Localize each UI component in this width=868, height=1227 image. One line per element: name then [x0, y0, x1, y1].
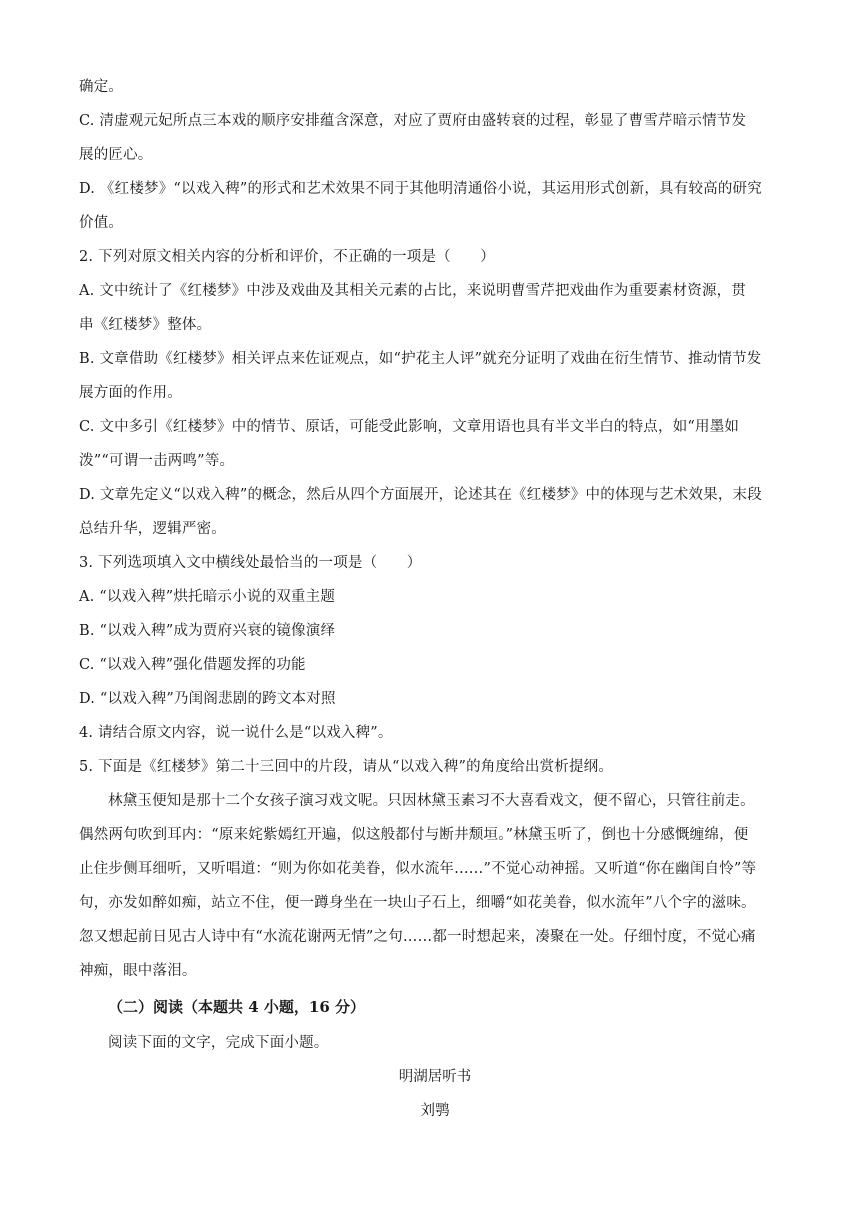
question-2: 2. 下列对原文相关内容的分析和评价，不正确的一项是（ ）	[79, 249, 495, 265]
option-c: C. “以戏入稗”强化借题发挥的功能	[79, 657, 306, 673]
question-5: 5. 下面是《红楼梦》第二十三回中的片段，请从“以戏入稗”的角度给出赏析提纲。	[79, 759, 614, 775]
passage-line: 句，亦发如醉如痴，站立不住，便一蹲身坐在一块山子石上，细嚼“如花美眷，似水流年”八个字的滋味。	[79, 895, 756, 911]
option-c-line: C. 文中多引《红楼梦》中的情节、原话，可能受此影响，文章用语也具有半文半白的特点，如“用墨如	[79, 419, 740, 435]
option-b: B. “以戏入稗”成为贾府兴衰的镜像演绎	[79, 623, 336, 639]
option-d: D. “以戏入稗”乃闺阁悲剧的跨文本对照	[79, 691, 336, 707]
excerpt-passage	[79, 784, 791, 988]
text-line: 展的匠心。	[79, 147, 153, 163]
text-line: 展方面的作用。	[79, 385, 182, 401]
section-heading: （二）阅读（本题共 4 小题，16 分）	[108, 998, 365, 1016]
option-c-line: C. 清虚观元妃所点三本戏的顺序安排蕴含深意，对应了贾府由盛转衰的过程，彰显了曹雪芹暗示情节发	[79, 113, 747, 129]
article-title: 明湖居听书	[398, 1069, 472, 1085]
question-4: 4. 请结合原文内容，说一说什么是“以戏入稗”。	[79, 725, 393, 741]
page-content	[79, 70, 791, 1128]
passage-line: 止住步侧耳细听，又听唱道：“则为你如花美眷，似水流年……”不觉心动神摇。又听道“你在幽闺自怜”等	[79, 861, 757, 877]
option-d-line: D. 《红楼梦》“以戏入稗”的形式和艺术效果不同于其他明清通俗小说，其运用形式创新，具有较高的研究	[79, 181, 762, 197]
option-d-line: D. 文章先定义“以戏入稗”的概念，然后从四个方面展开，论述其在《红楼梦》中的体现与艺术效果，末段	[79, 487, 762, 503]
option-b-line: B. 文章借助《红楼梦》相关评点来佐证观点，如“护花主人评”就充分证明了戏曲在衍生情节、推动情节发	[79, 351, 762, 367]
passage-line: 忽又想起前日见古人诗中有“水流花谢两无情”之句……都一时想起来，凑聚在一处。仔细忖度，不觉心痛	[79, 929, 756, 945]
passage-line: 神痴，眼中落泪。	[79, 963, 197, 979]
passage-line: 林黛玉便知是那十二个女孩子演习戏文呢。只因林黛玉素习不大喜看戏文，便不留心，只管往前走。	[108, 793, 755, 809]
reading-instruction: 阅读下面的文字，完成下面小题。	[108, 1035, 329, 1051]
text-line: 价值。	[79, 215, 124, 231]
text-line: 总结升华，逻辑严密。	[79, 521, 226, 537]
text-line: 确定。	[79, 79, 124, 95]
option-a: A. “以戏入稗”烘托暗示小说的双重主题	[79, 589, 336, 605]
question-3: 3. 下列选项填入文中横线处最恰当的一项是（ ）	[79, 555, 422, 571]
passage-line: 偶然两句吹到耳内：“原来姹紫嫣红开遍，似这般都付与断井颓垣。”林黛玉听了，倒也十分感慨缠绵，便	[79, 827, 749, 843]
option-a-line: A. 文中统计了《红楼梦》中涉及戏曲及其相关元素的占比，来说明曹雪芹把戏曲作为重要素材资源，贯	[79, 283, 747, 299]
text-line: 泼”“可谓一击两鸣”等。	[79, 453, 235, 469]
article-author: 刘鹗	[420, 1103, 450, 1119]
text-line: 串《红楼梦》整体。	[79, 317, 212, 333]
